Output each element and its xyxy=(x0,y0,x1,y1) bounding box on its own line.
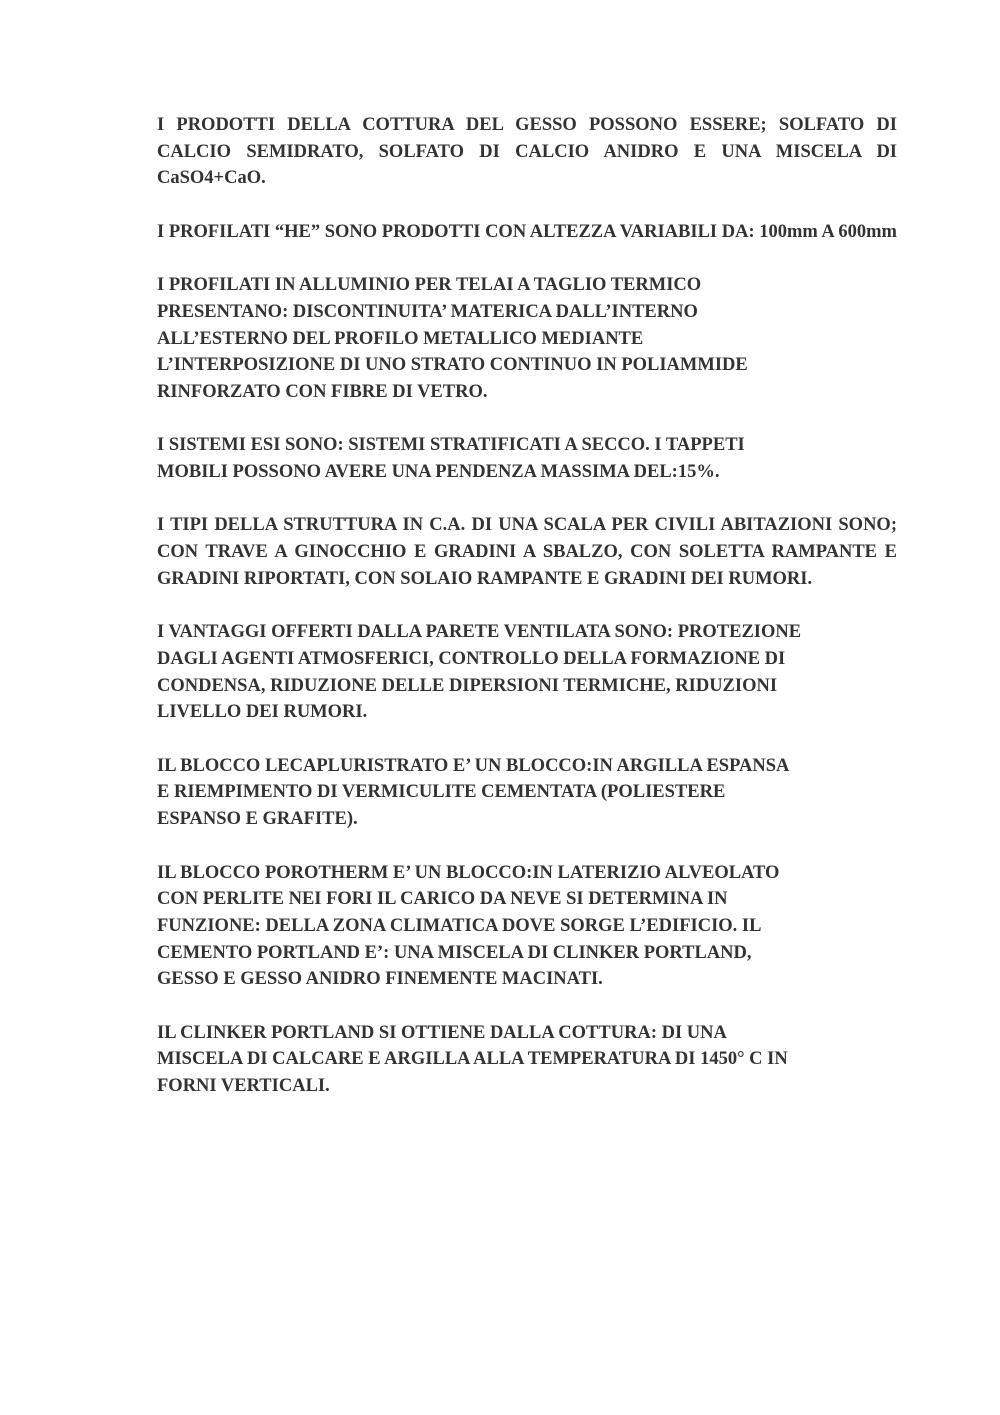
paragraph-line: IL BLOCCO POROTHERM E’ UN BLOCCO:IN LATERIZIO ALVEOLATO xyxy=(157,862,780,883)
paragraph-line: I VANTAGGI OFFERTI DALLA PARETE VENTILATA SONO: PROTEZIONE xyxy=(157,622,802,643)
paragraph-gesso xyxy=(157,112,897,192)
paragraph-line: LIVELLO DEI RUMORI. xyxy=(157,702,368,723)
paragraph-clinker-portland xyxy=(157,1020,897,1100)
paragraph-line: FUNZIONE: DELLA ZONA CLIMATICA DOVE SORGE L’EDIFICIO. IL xyxy=(157,915,762,936)
paragraph-line: ESPANSO E GRAFITE). xyxy=(157,809,358,830)
paragraph-line: ALL’ESTERNO DEL PROFILO METALLICO MEDIANTE xyxy=(157,328,644,349)
paragraph-line: MOBILI POSSONO AVERE UNA PENDENZA MASSIMA DEL:15%. xyxy=(157,462,720,483)
paragraph-line: I PROFILATI IN ALLUMINIO PER TELAI A TAGLIO TERMICO xyxy=(157,275,702,296)
paragraph-text: I TIPI DELLA STRUTTURA IN C.A. DI UNA SCALA PER CIVILI ABITAZIONI SONO; CON TRAVE A GINOCCHIO E GRADINI A SBALZO, CON SOLETTA RAMPANTE E GRADINI RIPORTATI, CON SOLAIO RAMPANTE E GRADINI DEI RUMORI. xyxy=(157,515,897,589)
paragraph-text: I PRODOTTI DELLA COTTURA DEL GESSO POSSONO ESSERE; SOLFATO DI CALCIO SEMIDRATO, SOLFATO DI CALCIO ANIDRO E UNA MISCELA DI CaSO4+CaO. xyxy=(157,115,897,189)
paragraph-parete-ventilata xyxy=(157,619,897,726)
paragraph-profilati-he xyxy=(157,219,897,246)
paragraph-line: L’INTERPOSIZIONE DI UNO STRATO CONTINUO IN POLIAMMIDE xyxy=(157,355,748,376)
paragraph-line: FORNI VERTICALI. xyxy=(157,1076,330,1097)
paragraph-profilati-alluminio xyxy=(157,272,897,406)
paragraph-sistemi-esi xyxy=(157,432,897,485)
paragraph-line: CONDENSA, RIDUZIONE DELLE DIPERSIONI TERMICHE, RIDUZIONI xyxy=(157,675,778,696)
paragraph-tipi-struttura xyxy=(157,512,897,592)
paragraph-line: I SISTEMI ESI SONO: SISTEMI STRATIFICATI A SECCO. I TAPPETI xyxy=(157,435,745,456)
paragraph-line: CEMENTO PORTLAND E’: UNA MISCELA DI CLINKER PORTLAND, xyxy=(157,942,752,963)
paragraph-line: E RIEMPIMENTO DI VERMICULITE CEMENTATA (POLIESTERE xyxy=(157,782,726,803)
paragraph-line: MISCELA DI CALCARE E ARGILLA ALLA TEMPERATURA DI 1450° C IN xyxy=(157,1049,788,1070)
paragraph-line: PRESENTANO: DISCONTINUITA’ MATERICA DALL’INTERNO xyxy=(157,301,698,322)
paragraph-text: I PROFILATI “HE” SONO PRODOTTI CON ALTEZZA VARIABILI DA: 100mm A 600mm xyxy=(157,221,897,242)
paragraph-line: IL BLOCCO LECAPLURISTRATO E’ UN BLOCCO:IN ARGILLA ESPANSA xyxy=(157,755,790,776)
paragraph-line: IL CLINKER PORTLAND SI OTTIENE DALLA COTTURA: DI UNA xyxy=(157,1022,727,1043)
paragraph-line: GESSO E GESSO ANIDRO FINEMENTE MACINATI. xyxy=(157,969,603,990)
paragraph-blocco-porotherm xyxy=(157,860,897,994)
paragraph-line: CON PERLITE NEI FORI IL CARICO DA NEVE SI DETERMINA IN xyxy=(157,889,728,910)
paragraph-line: RINFORZATO CON FIBRE DI VETRO. xyxy=(157,382,488,402)
paragraph-blocco-leca xyxy=(157,753,897,833)
document-body xyxy=(157,112,897,1127)
paragraph-line: DAGLI AGENTI ATMOSFERICI, CONTROLLO DELLA FORMAZIONE DI xyxy=(157,648,786,669)
